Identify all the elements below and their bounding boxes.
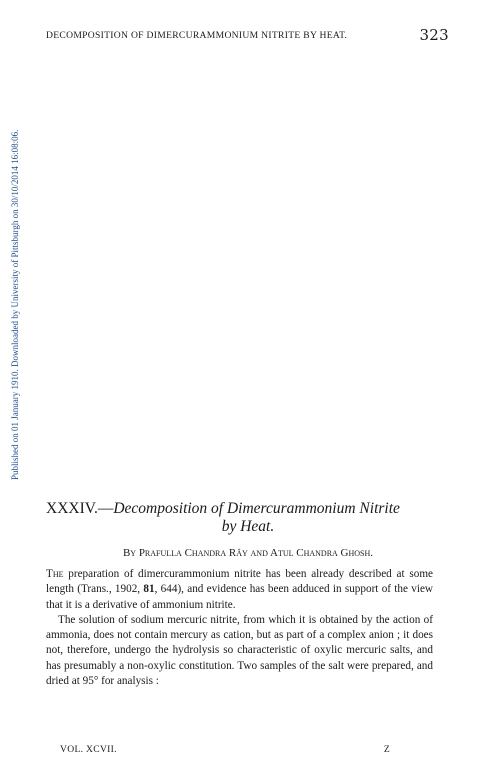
sheet-signature: Z <box>383 744 390 755</box>
paragraph-1-text-b: , 644), and evidence has been adduced in support of the view that it is a derivative of ammonium nitrite. <box>46 583 433 611</box>
download-notice[interactable]: Published on 01 January 1910. Downloaded by University of Pittsburgh on 30/10/2014 16:08:06. <box>10 129 20 480</box>
paragraph-1-text-a: preparation of dimercurammonium nitrite has been already described at some length (Trans., 1902, <box>46 568 433 596</box>
page-number: 323 <box>419 26 449 44</box>
article-title-text: Decomposition of Dimercurammonium Nitrite <box>113 500 400 517</box>
author-line: By Prafulla Chandra Rây and Atul Chandra Ghosh. <box>122 547 374 559</box>
article-title-line2: by Heat. <box>221 518 275 535</box>
lead-word: The <box>46 568 64 580</box>
article-body <box>46 567 433 689</box>
paragraph-2: The solution of sodium mercuric nitrite, from which it is obtained by the action of ammonia, does not contain mercury as cation, but as part of a complex anion ; it does not, therefore, undergo the hydrolysis so characteristic of oxylic mercuric salts, and has presumably a non-oxylic constitution. Two samples of the salt were prepared, and dried at 95° for analysis : <box>46 613 433 688</box>
article-title <box>46 500 450 536</box>
running-title: DECOMPOSITION OF DIMERCURAMMONIUM NITRITE BY HEAT. <box>46 30 348 41</box>
volume-number: 81 <box>143 583 155 596</box>
article-number: XXXIV.— <box>46 500 114 517</box>
paragraph-1 <box>46 567 433 613</box>
article-title-line1 <box>46 500 450 518</box>
volume-signature: VOL. XCVII. <box>60 744 117 755</box>
